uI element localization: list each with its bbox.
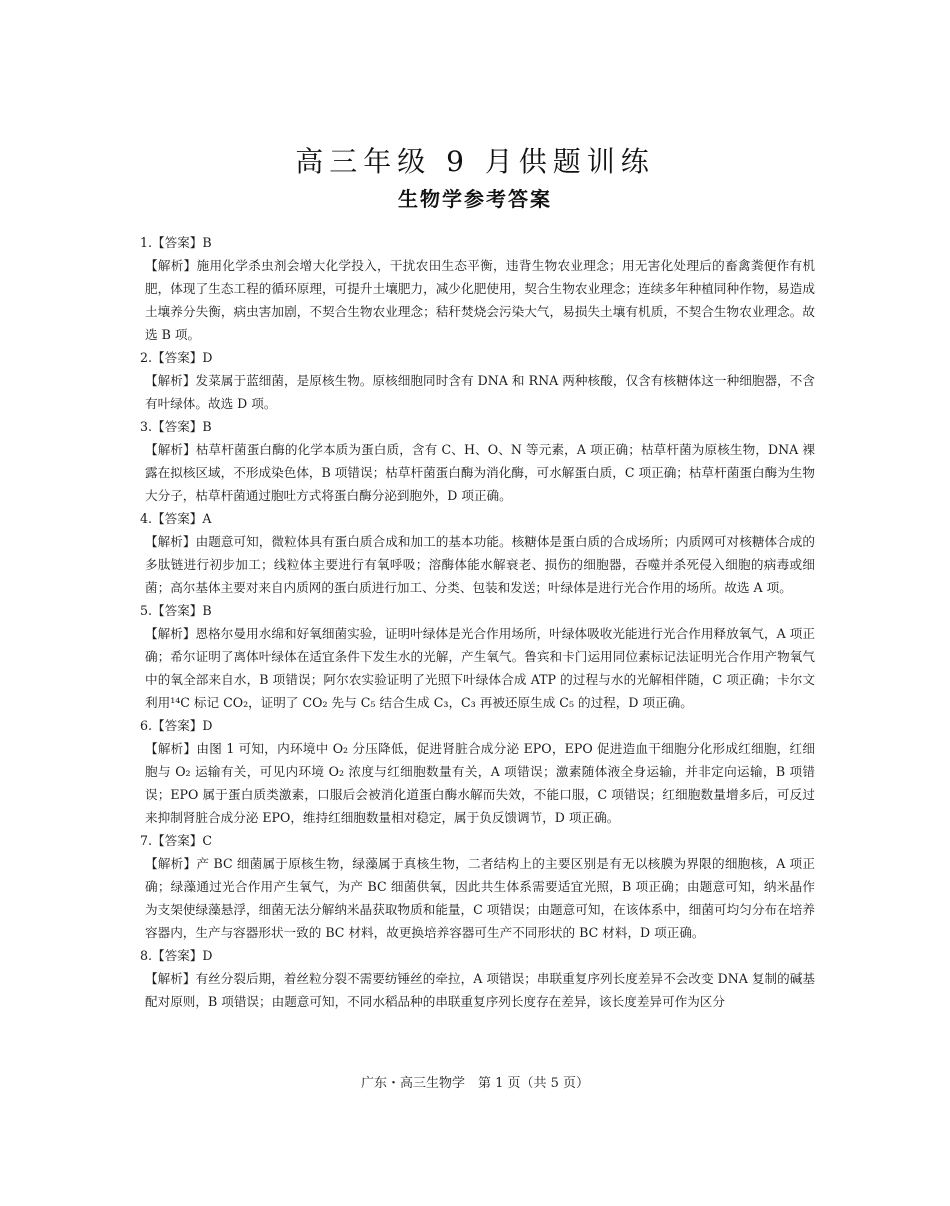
answer-line: 1.【答案】B — [140, 235, 212, 250]
question-2 — [140, 346, 815, 415]
page-title: 高三年级 9 月供题训练 — [295, 145, 655, 178]
analysis-text: 【解析】恩格尔曼用水绵和好氧细菌实验，证明叶绿体是光合作用场所，叶绿体吸收光能进行光合作用释放氧气，A 项正确；希尔证明了离体叶绿体在适宜条件下发生水的光解，产生氧气。鲁宾和卡门运用同位素标记法证明光合作用产物氧气中的氧全部来自水，B 项错误；阿尔农实验证明了光照下叶绿体合成 ATP 的过程与水的光解相伴随，C 项正确；卡尔文利用¹⁴C 标记 CO₂，证明了 CO₂ 先与 C₅ 结合生成 C₃，C₃ 再被还原生成 C₅ 的过程，D 项正确。 — [145, 626, 815, 710]
question-8 — [140, 944, 815, 1013]
question-1 — [140, 231, 815, 346]
question-3 — [140, 415, 815, 507]
question-5 — [140, 599, 815, 714]
question-4 — [140, 507, 815, 599]
analysis-text: 【解析】施用化学杀虫剂会增大化学投入，干扰农田生态平衡，违背生物农业理念；用无害化处理后的畜禽粪便作有机肥，体现了生态工程的循环原理，可提升土壤肥力，减少化肥使用，契合生物农业理念；连续多年种植同种作物，易造成土壤养分失衡，病虫害加剧，不契合生物农业理念；秸秆焚烧会污染大气，易损失土壤有机质，不契合生物农业理念。故选 B 项。 — [145, 258, 815, 342]
answer-line: 8.【答案】D — [140, 948, 213, 963]
analysis-text: 【解析】由题意可知，微粒体具有蛋白质合成和加工的基本功能。核糖体是蛋白质的合成场所；内质网可对核糖体合成的多肽链进行初步加工；线粒体主要进行有氧呼吸；溶酶体能水解衰老、损伤的细胞器，吞噬并杀死侵入细胞的病毒或细菌；高尔基体主要对来自内质网的蛋白质进行加工、分类、包装和发送；叶绿体是进行光合作用的场所。故选 A 项。 — [145, 534, 815, 595]
analysis-text: 【解析】枯草杆菌蛋白酶的化学本质为蛋白质，含有 C、H、O、N 等元素，A 项正确；枯草杆菌为原核生物，DNA 裸露在拟核区域，不形成染色体，B 项错误；枯草杆菌蛋白酶为消化酶，可水解蛋白质，C 项正确；枯草杆菌蛋白酶为生物大分子，枯草杆菌通过胞吐方式将蛋白酶分泌到胞外，D 项正确。 — [145, 442, 815, 503]
page-subtitle: 生物学参考答案 — [398, 187, 552, 211]
analysis-text: 【解析】有丝分裂后期，着丝粒分裂不需要纺锤丝的牵拉，A 项错误；串联重复序列长度差异不会改变 DNA 复制的碱基配对原则，B 项错误；由题意可知，不同水稻品种的串联重复序列长度存在差异，该长度差异可作为区分 — [145, 971, 815, 1009]
answer-list — [140, 231, 815, 1013]
question-6 — [140, 714, 815, 829]
page-footer: 广东・高三生物学 第 1 页（共 5 页） — [360, 1076, 590, 1091]
analysis-text: 【解析】发菜属于蓝细菌，是原核生物。原核细胞同时含有 DNA 和 RNA 两种核酸，仅含有核糖体这一种细胞器，不含有叶绿体。故选 D 项。 — [145, 373, 815, 411]
answer-line: 6.【答案】D — [140, 718, 213, 733]
answer-line: 7.【答案】C — [140, 833, 213, 848]
answer-line: 3.【答案】B — [140, 419, 212, 434]
analysis-text: 【解析】由图 1 可知，内环境中 O₂ 分压降低，促进肾脏合成分泌 EPO，EPO 促进造血干细胞分化形成红细胞，红细胞与 O₂ 运输有关，可见内环境 O₂ 浓度与红细胞数量有关，A 项错误；激素随体液全身运输，并非定向运输，B 项错误；EPO 属于蛋白质类激素，口服后会被消化道蛋白酶水解而失效，不能口服，C 项错误；红细胞数量增多后，可反过来抑制肾脏合成分泌 EPO，维持红细胞数量相对稳定，属于负反馈调节，D 项正确。 — [145, 741, 815, 825]
answer-line: 2.【答案】D — [140, 350, 213, 365]
question-7 — [140, 829, 815, 944]
analysis-text: 【解析】产 BC 细菌属于原核生物，绿藻属于真核生物，二者结构上的主要区别是有无以核膜为界限的细胞核，A 项正确；绿藻通过光合作用产生氧气，为产 BC 细菌供氧，因此共生体系需要适宜光照，B 项正确；由题意可知，纳米晶作为支架使绿藻悬浮，细菌无法分解纳米晶获取物质和能量，C 项错误；由题意可知，在该体系中，细菌可均匀分布在培养容器内，生产与容器形状一致的 BC 材料，故更换培养容器可生产不同形状的 BC 材料，D 项正确。 — [145, 856, 815, 940]
answer-line: 5.【答案】B — [140, 603, 212, 618]
answer-line: 4.【答案】A — [140, 511, 212, 526]
